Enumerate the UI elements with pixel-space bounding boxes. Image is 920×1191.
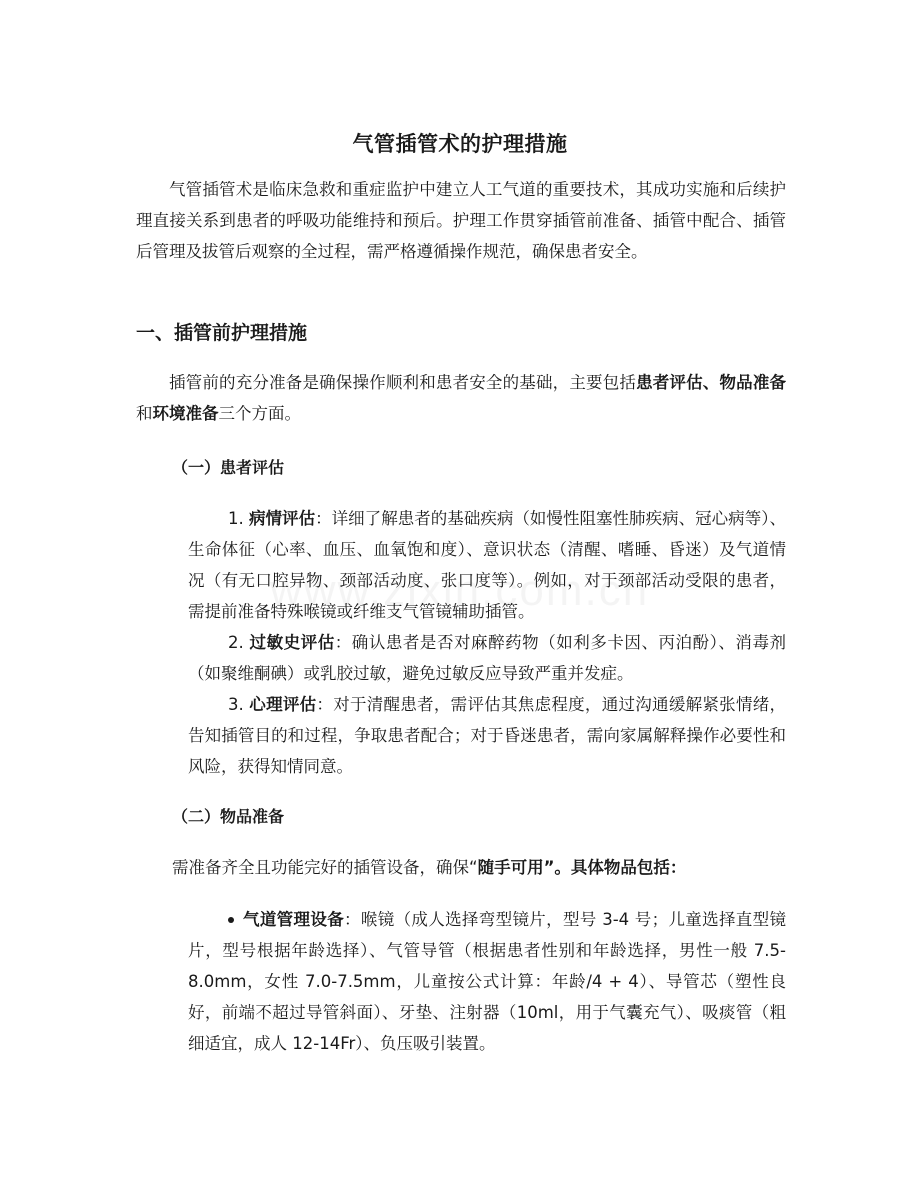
- item-text: ：对于清醒患者，需评估其焦虑程度，通过沟通缓解紧张情绪，告知插管目的和过程，争取患者配合；对于昏迷患者，需向家属解释操作必要性和风险，获得知情同意。: [188, 695, 786, 776]
- supplies-lead-bold: 随手可用: [477, 858, 544, 877]
- lead-separator: 、: [702, 373, 720, 392]
- item-text: ：详细了解患者的基础疾病（如慢性阻塞性肺疾病、冠心病等）、生命体征（心率、血压、血氧饱和度）、意识状态（清醒、嗜睡、昏迷）及气道情况（有无口腔异物、颈部活动度、张口度等）。例如，对于颈部活动受限的患者，需提前准备特殊喉镜或纤维支气管镜辅助插管。: [188, 509, 786, 621]
- section1-lead: [136, 367, 786, 429]
- list-item: [188, 627, 786, 689]
- document-title: 气管插管术的护理措施: [352, 132, 568, 157]
- subsection-supplies-heading: （二）物品准备: [172, 807, 285, 826]
- item-label: 心理评估: [249, 695, 317, 714]
- item-label: 过敏史评估: [249, 633, 335, 652]
- bullet-item: [188, 904, 786, 1059]
- list-item: [188, 503, 786, 627]
- lead-bold-patient-assessment: 患者评估: [636, 373, 703, 392]
- lead-conjunction: 和: [136, 404, 153, 423]
- bullet-text: ：喉镜（成人选择弯型镜片，型号 3-4 号；儿童选择直型镜片，型号根据年龄选择）、气管导管（根据患者性别和年龄选择，男性一般 7.5-8.0mm，女性 7.0-7.5mm，儿童按公式计算：年龄/4 + 4）、导管芯（塑性良好，前端不超过导管斜面）、牙垫、注射器（10ml，用于气囊充气）、吸痰管（粗细适宜，成人 12-14Fr）、负压吸引装置。: [188, 910, 786, 1053]
- bullet-label: 气道管理设备: [243, 910, 345, 929]
- intro-paragraph: 气管插管术是临床急救和重症监护中建立人工气道的重要技术，其成功实施和后续护理直接关系到患者的呼吸功能维持和预后。护理工作贯穿插管前准备、插管中配合、插管后管理及拔管后观察的全过程，需严格遵循操作规范，确保患者安全。: [136, 180, 786, 261]
- item-number: 1.: [228, 509, 250, 528]
- item-number: 2.: [228, 633, 250, 652]
- item-number: 3.: [228, 695, 250, 714]
- supplies-lead: [172, 852, 786, 883]
- section1-heading: 一、插管前护理措施: [136, 322, 308, 344]
- item-label: 病情评估: [249, 509, 316, 528]
- lead-bold-environment: 环境准备: [152, 404, 219, 423]
- item-text: ：确认患者是否对麻醉药物（如利多卡因、丙泊酚）、消毒剂（如聚维酮碘）或乳胶过敏，避免过敏反应导致严重并发症。: [188, 633, 786, 683]
- list-item: [188, 689, 786, 782]
- supplies-lead-text: 需准备齐全且功能完好的插管设备，确保“: [172, 858, 478, 877]
- lead-suffix: 三个方面。: [218, 404, 301, 423]
- lead-text: 插管前的充分准备是确保操作顺利和患者安全的基础，主要包括: [169, 373, 637, 392]
- subsection-patient-assessment-heading: （一）患者评估: [172, 458, 285, 477]
- supplies-lead-suffix: ”。具体物品包括：: [543, 858, 687, 877]
- lead-bold-supplies: 物品准备: [719, 373, 787, 392]
